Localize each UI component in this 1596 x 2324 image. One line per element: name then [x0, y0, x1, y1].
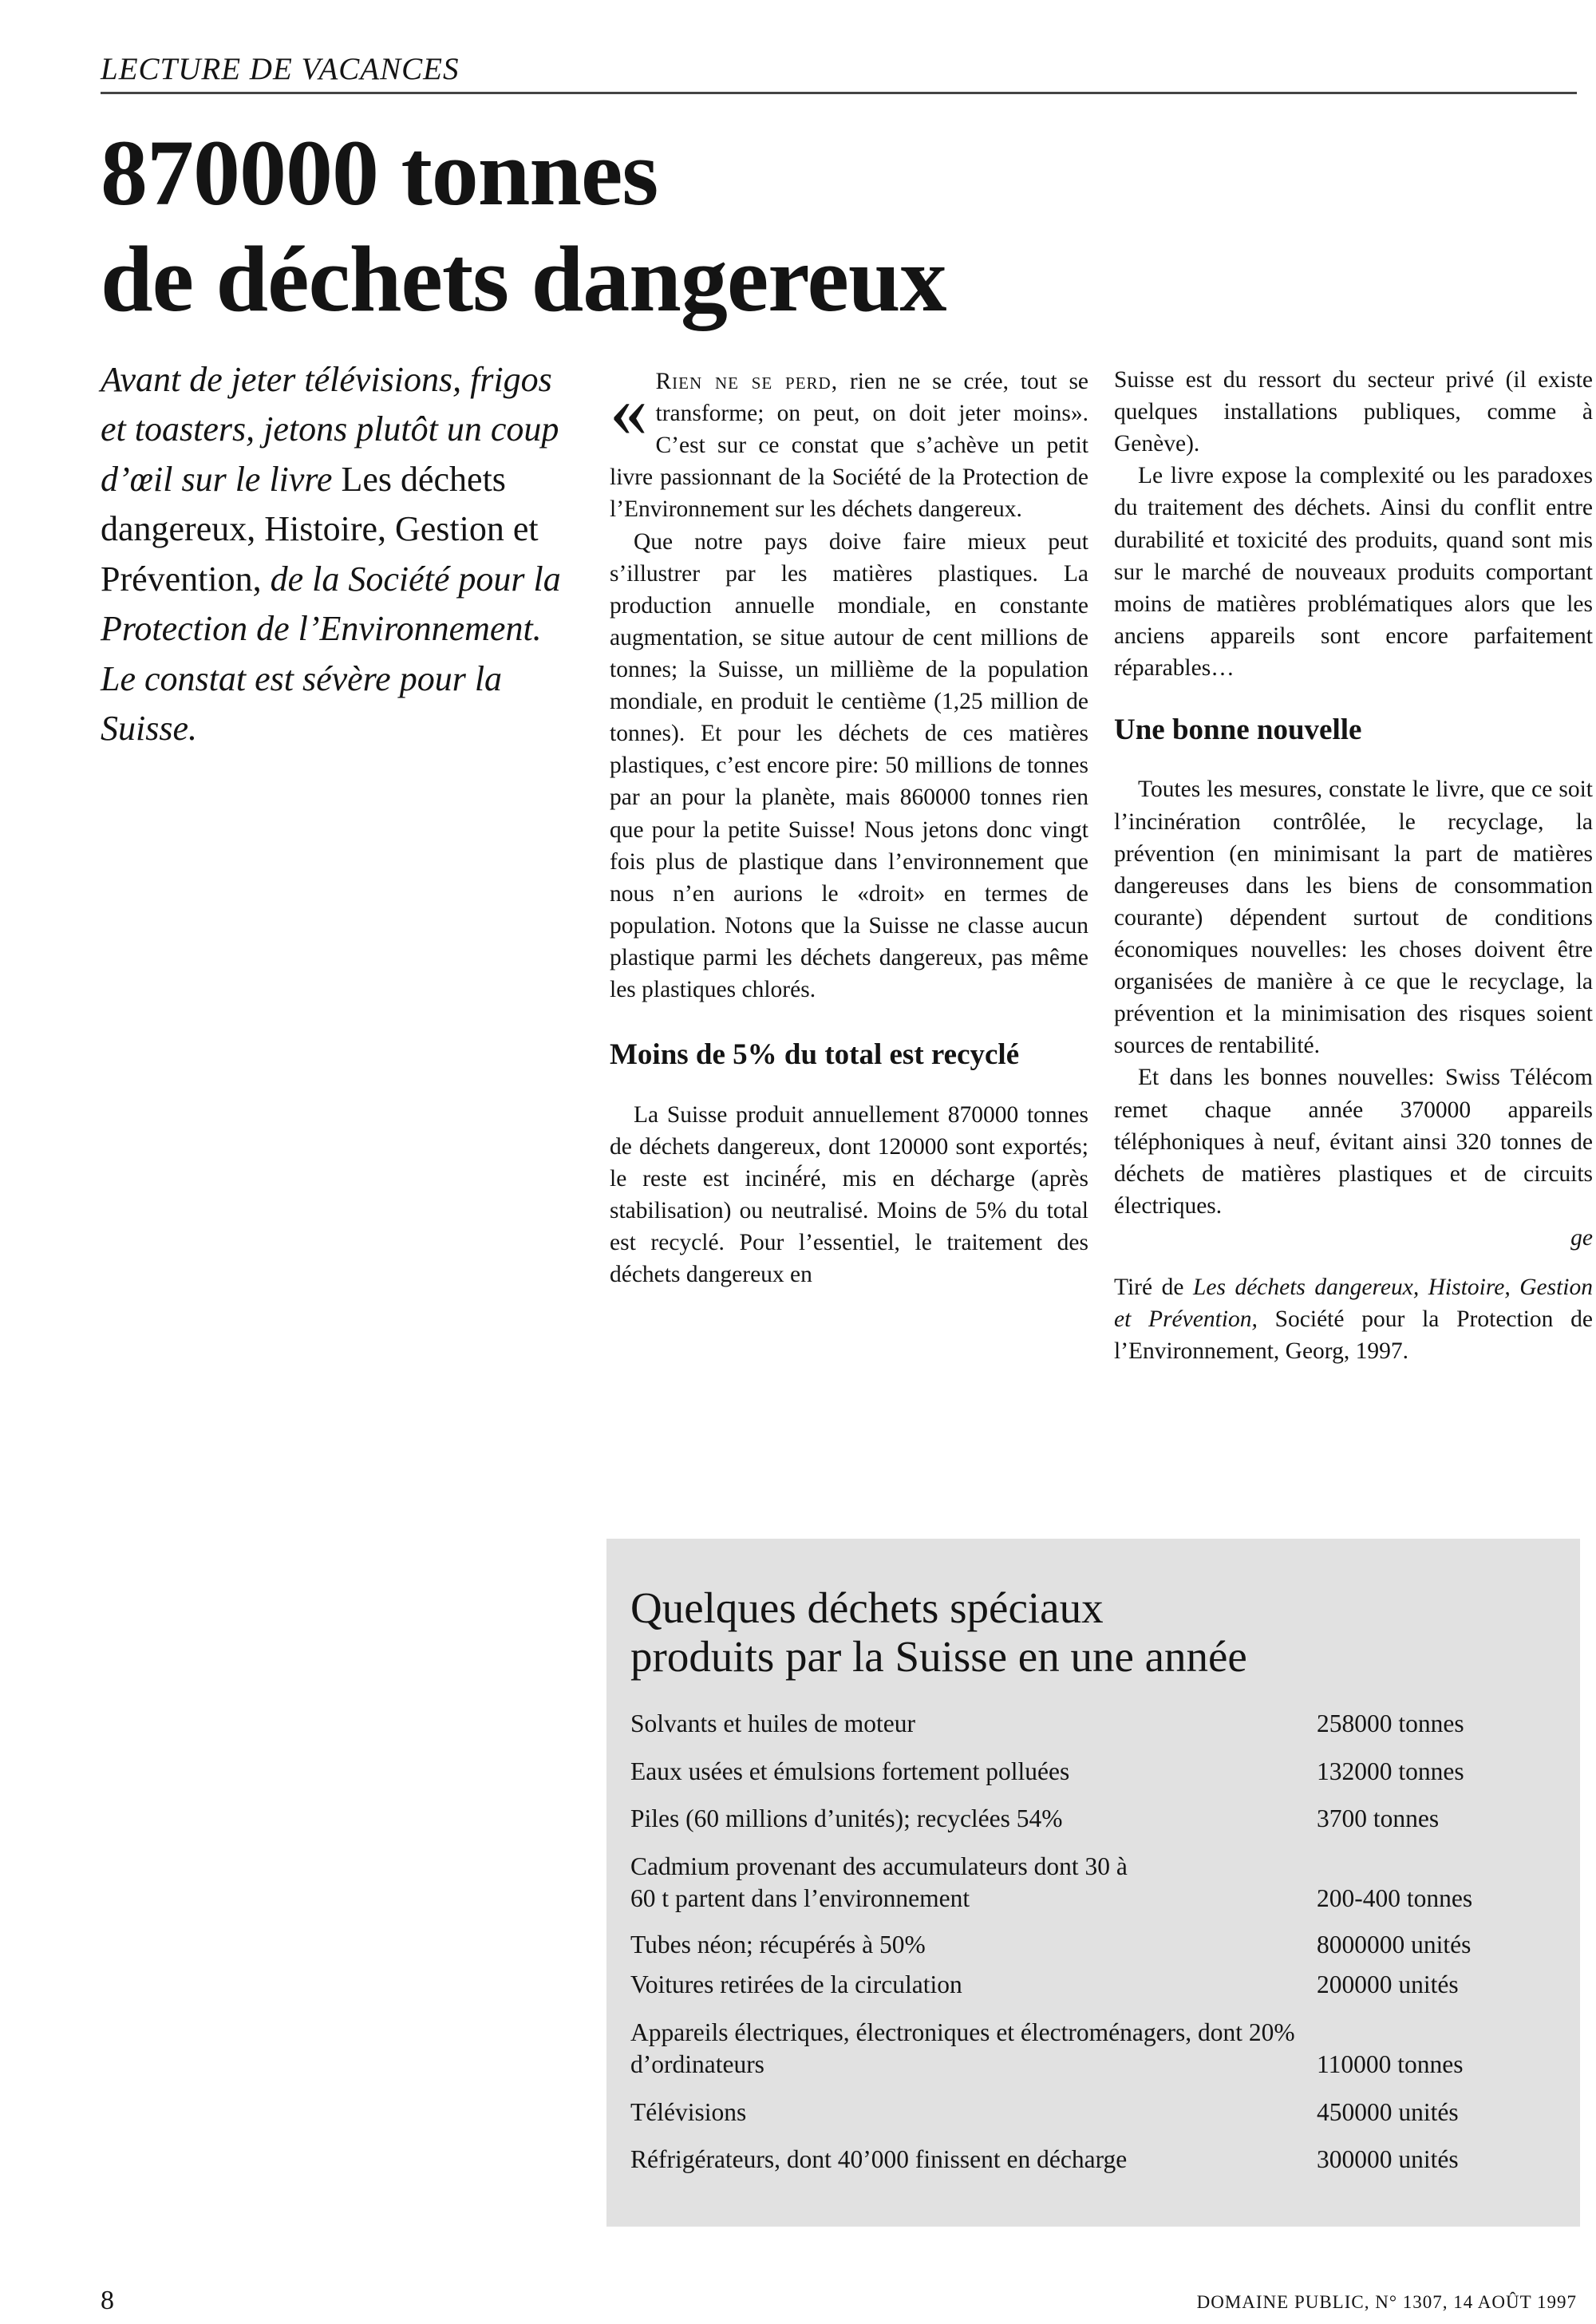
table-row — [630, 2097, 1556, 2128]
row-label: Piles (60 millions d’unités); recyclées 54% — [630, 1804, 1063, 1832]
row-value: 132000 tonnes — [1317, 1757, 1464, 1785]
row-label: Tubes néon; récupérés à 50% — [630, 1931, 926, 1958]
row-value: 200-400 tonnes — [1317, 1884, 1473, 1913]
open-quote-mark: « — [610, 368, 648, 453]
author-signature: ge — [1570, 1225, 1593, 1251]
row-label: Télévisions — [630, 2098, 747, 2126]
column1-paragraph-2: Que notre pays doive faire mieux peut s’illustrer par les matières plastiques. La production annuelle mondiale, en constante augmentation, se situe autour de cent millions de tonnes; la Suisse, un millième de la population mondiale, en produit le centième (1,25 million de tonnes). Et pour les déchets de ces matières plastiques, c’est encore pire: 50 millions de tonnes par an pour la planète, mais 860000 tonnes rien que pour la petite Suisse! Nous jetons donc vingt fois plus de plastique dans l’environnement que nous n’en aurions le «droit» en termes de population. Notons que la Suisse ne classe aucun plastique parmi les déchets dangereux, pas même les plastiques chlorés. — [610, 528, 1088, 1003]
lead-book-title: Les déchets dangereux, Histoire, Gestion et Prévention, — [101, 459, 539, 599]
section-rubric: LECTURE DE VACANCES — [101, 51, 1577, 94]
page-number: 8 — [101, 2286, 114, 2315]
table-row — [630, 1708, 1556, 1740]
row-value: 110000 tonnes — [1317, 2050, 1464, 2079]
column1-paragraph-3: La Suisse produit annuellement 870000 tonnes de déchets dangereux, dont 120000 sont exportés; le reste est inciné́ré, mis en décharge (après stabilisation) ou neutralisé. Moins de 5% du total est recyclé. Pour l’essentiel, le traitement des déchets dangereux en — [610, 1101, 1088, 1288]
row-value: 200000 unités — [1317, 1970, 1459, 1998]
headline-line-2: de déchets dangereux — [101, 227, 946, 332]
article-lead — [101, 355, 579, 754]
table-row — [630, 2144, 1556, 2176]
lead-text-3: Le constat est sévère pour la Suisse. — [101, 658, 503, 749]
box-title-line-2: produits par la Suisse en une année — [630, 1631, 1247, 1681]
table-row — [630, 1929, 1556, 1961]
source-note — [1114, 1271, 1593, 1367]
publication-info: DOMAINE PUBLIC, N° 1307, 14 AOÛT 1997 — [1196, 2292, 1577, 2312]
row-value: 450000 unités — [1317, 2098, 1459, 2126]
lead-paragraph-2 — [101, 654, 579, 754]
column1-smallcaps-opening: Rien ne se perd, — [655, 369, 839, 394]
column2-paragraph-1: Suisse est du ressort du secteur privé (il existe quelques installations publiques, comme à Genève). — [1114, 367, 1593, 457]
row-value: 258000 tonnes — [1317, 1709, 1464, 1737]
column1-paragraph-1-text: rien ne se crée, tout se transforme; on peut, on doit jeter moins». C’est sur ce constat que s’achève un petit livre passionnant de la Société de la Protection de l’Environnement sur les déchets dangereux. — [610, 369, 1089, 523]
table-row — [630, 1969, 1556, 2001]
table-row — [630, 1851, 1473, 1915]
column2-paragraph-4 — [1114, 1061, 1593, 1254]
source-details: Société pour la Protection de l’Environnement, Georg, 1997. — [1114, 1306, 1594, 1365]
row-label: Réfrigérateurs, dont 40’000 finissent en décharge — [630, 2145, 1128, 2173]
row-label: Eaux usées et émulsions fortement polluées — [630, 1757, 1070, 1785]
row-label: Cadmium provenant des accumulateurs dont 30 à 60 t partent dans l’environnement — [630, 1852, 1128, 1913]
row-value: 300000 unités — [1317, 2145, 1459, 2173]
lead-text-1: Avant de jeter télévisions, frigos et toasters, jetons plutôt un coup d’œil sur le livre — [101, 360, 559, 499]
column2-subheading: Une bonne nouvelle — [1114, 713, 1362, 747]
row-label: Voitures retirées de la circulation — [630, 1970, 962, 1998]
headline-line-1: 870000 tonnes — [101, 121, 658, 225]
column1-paragraph-1 — [610, 366, 1088, 526]
column2-paragraph-3: Toutes les mesures, constate le livre, que ce soit l’incinération contrôlée, le recyclage, la prévention (en minimisant la part de matières dangereuses dans les biens de consommation courante) dépendent surtout de conditions économiques nouvelles: les choses doivent être organisées de manière à ce que le recyclage, la prévention et la minimisation des risques soient sources de rentabilité. — [1114, 777, 1593, 1059]
article-column-1 — [610, 366, 1088, 1290]
table-row — [630, 1756, 1556, 1788]
article-headline — [101, 120, 1377, 333]
article-column-2 — [1114, 364, 1593, 1367]
lead-paragraph-1 — [101, 355, 579, 654]
column2-paragraph-2: Le livre expose la complexité ou les paradoxes du traitement des déchets. Ainsi du conflit entre durabilité et toxicité des produits, quand sont mis sur le marché de nouveaux produits comportant moins de matières problématiques alors que les anciens appareils sont encore parfaitement réparables… — [1114, 463, 1593, 681]
source-book-title: Les déchets dangereux, Histoire, Gestion et Prévention, — [1114, 1275, 1593, 1333]
column1-subheading: Moins de 5% du total est recyclé — [610, 1038, 1020, 1072]
row-label: Solvants et huiles de moteur — [630, 1709, 915, 1737]
box-title-line-1: Quelques déchets spéciaux — [630, 1583, 1104, 1632]
lead-text-2: de la Société pour la Protection de l’Environnement. — [101, 559, 561, 649]
box-title — [630, 1584, 1548, 1681]
column2-paragraph-4-text: Et dans les bonnes nouvelles: Swiss Télécom remet chaque année 370000 appareils téléphoniques à neuf, évitant ainsi 320 tonnes de déchets de matières plastiques et de circuits électriques. — [1114, 1065, 1593, 1219]
table-row — [630, 1803, 1556, 1835]
row-value: 3700 tonnes — [1317, 1804, 1440, 1832]
table-row — [630, 2017, 1556, 2081]
row-value: 8000000 unités — [1317, 1931, 1472, 1958]
row-label: Appareils électriques, électroniques et électroménagers, dont 20% d’ordinateurs — [630, 2018, 1295, 2079]
source-prefix: Tiré de — [1114, 1275, 1184, 1301]
